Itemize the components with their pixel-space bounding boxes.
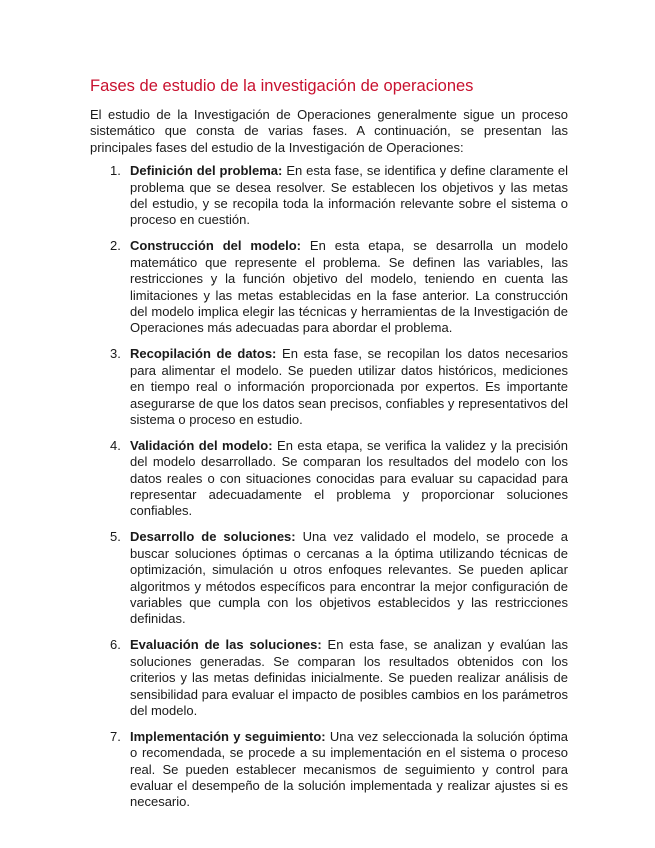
list-item-number: 5. [110,529,121,545]
list-item-text: En esta etapa, se verifica la validez y la precisión del modelo desarrollado. Se comparan los resultados del modelo con los datos reales o con situaciones conocidas para evaluar su capacidad para representar adecuadamente el problema y proporcionar soluciones confiables. [130,437,568,519]
list-item-number: 4. [110,437,121,453]
list-item-number: 7. [110,728,121,744]
list-item-term: Recopilación de datos: [130,346,283,362]
list-item-term: Definición del problema: [130,163,287,179]
document-page [90,76,568,820]
list-item-term: Evaluación de las soluciones: [130,637,328,653]
list-item-number: 1. [110,163,121,179]
list-item-term: Validación del modelo: [130,437,278,453]
list-item-text: En esta fase, se recopilan los datos necesarios para alimentar el modelo. Se pueden utilizar datos históricos, mediciones en tiempo real o información proporcionada por expertos. Es importante asegurarse de que los datos sean precisos, confiables y representativos del sistema o proceso en estudio. [130,346,568,427]
list-item-phase-3 [90,346,568,428]
list-item-phase-1 [90,163,568,229]
list-item-term: Desarrollo de soluciones: [130,529,303,545]
list-item-number: 2. [110,238,121,254]
phases-list [90,163,568,811]
list-item-text: En esta etapa, se desarrolla un modelo matemático que represente el problema. Se definen las variables, las restricciones y la función objetivo del modelo, teniendo en cuenta las limitaciones y las metas establecidas en la fase anterior. La construcción del modelo implica elegir las técnicas y herramientas de la Investigación de Operaciones más adecuadas para abordar el problema. [130,238,568,336]
list-item-phase-6 [90,637,568,719]
list-item-phase-2 [90,238,568,336]
list-item-text: Una vez validado el modelo, se procede a buscar soluciones óptimas o cercanas a la óptima utilizando técnicas de optimización, simulación u otros enfoques relevantes. Se pueden aplicar algoritmos y métodos específicos para encontrar la mejor configuración de variables que cumpla con los objetivos establecidos y las restricciones definidas. [130,529,569,627]
list-item-number: 3. [110,346,121,362]
list-item-text: En esta fase, se identifica y define claramente el problema que se desea resolver. Se establecen los objetivos y las metas del estudio, y se recopila toda la información relevante sobre el sistema o proceso en cuestión. [130,163,569,228]
list-item-number: 6. [110,637,121,653]
list-item-phase-7 [90,729,568,811]
list-item-term: Implementación y seguimiento: [130,728,330,744]
list-item-text: En esta fase, se analizan y evalúan las soluciones generadas. Se comparan los resultados obtenidos con los criterios y las metas definidas inicialmente. Se pueden realizar análisis de sensibilidad para evaluar el impacto de posibles cambios en los parámetros del modelo. [130,637,568,718]
list-item-text: Una vez seleccionada la solución óptima o recomendada, se procede a su implementación en el sistema o proceso real. Se pueden establecer mecanismos de seguimiento y control para evaluar el desempeño de la solución implementada y realizar ajustes si es necesario. [130,728,568,810]
list-item-phase-5 [90,529,568,627]
list-item-phase-4 [90,438,568,520]
list-item-term: Construcción del modelo: [130,238,310,254]
document-title: Fases de estudio de la investigación de operaciones [90,77,474,95]
intro-paragraph: El estudio de la Investigación de Operaciones generalmente sigue un proceso sistemático que consta de varias fases. A continuación, se presentan las principales fases del estudio de la Investigación de Operaciones: [90,107,568,155]
